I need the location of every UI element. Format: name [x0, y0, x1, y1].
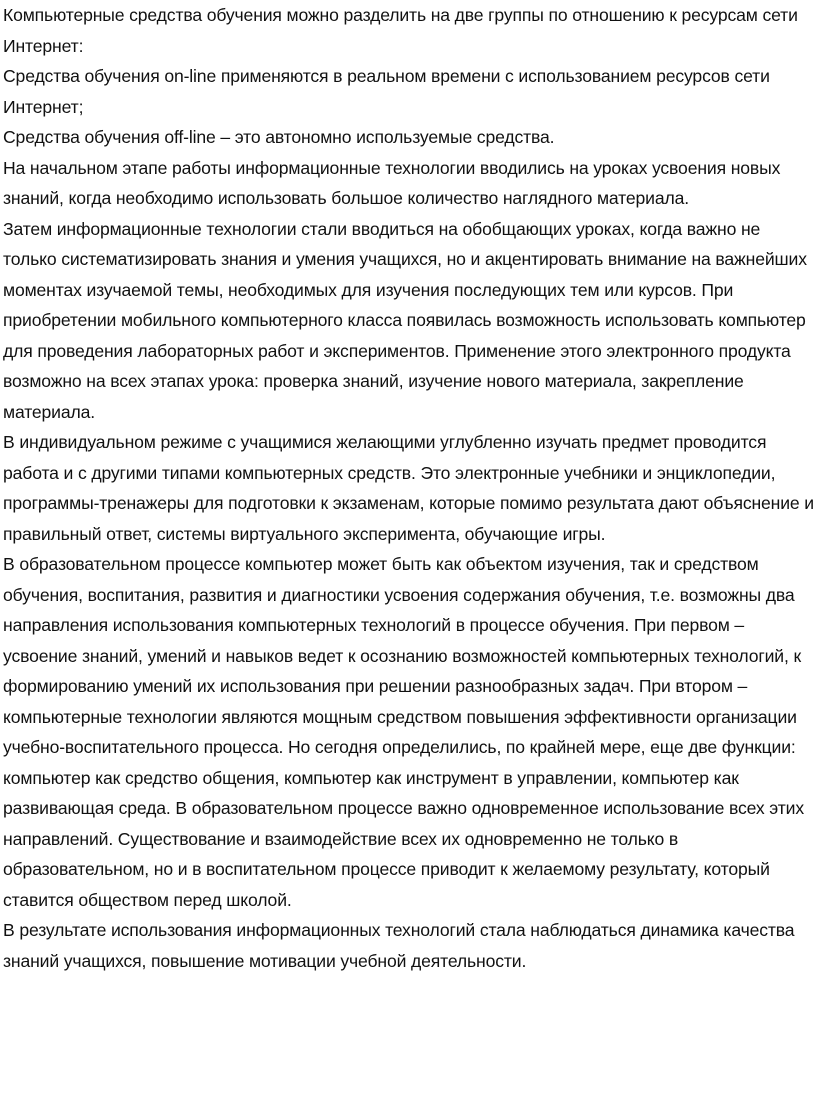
paragraph-8: В результате использования информационных технологий стала наблюдаться динамика качества знаний учащихся, повышение мотивации учебной деятельности.	[3, 920, 795, 971]
paragraph-5: Затем информационные технологии стали вводиться на обобщающих уроках, когда важно не только систематизировать знания и умения учащихся, но и акцентировать внимание на важнейших моментах изучаемой темы, необходимых для изучения последующих тем или курсов. При приобретении мобильного компьютерного класса появилась возможность использовать компьютер для проведения лабораторных работ и экспериментов. Применение этого электронного продукта возможно на всех этапах урока: проверка знаний, изучение нового материала, закрепление материала.	[3, 218, 807, 422]
document-body	[3, 0, 816, 976]
paragraph-2: Средства обучения on-line применяются в реальном времени с использованием ресурсов сети Интернет;	[3, 66, 770, 117]
paragraph-3: Средства обучения off-line – это автономно используемые средства.	[3, 127, 555, 147]
paragraph-4: На начальном этапе работы информационные технологии вводились на уроках усвоения новых знаний, когда необходимо использовать большое количество наглядного материала.	[3, 157, 781, 208]
paragraph-6: В индивидуальном режиме с учащимися желающими углубленно изучать предмет проводится работа и с другими типами компьютерных средств. Это электронные учебники и энциклопедии, программы-тренажеры для подготовки к экзаменам, которые помимо результата дают объяснение и правильный ответ, системы виртуального эксперимента, обучающие игры.	[3, 432, 814, 544]
paragraph-7: В образовательном процессе компьютер может быть как объектом изучения, так и средством обучения, воспитания, развития и диагностики усвоения содержания обучения, т.е. возможны два направления использования компьютерных технологий в процессе обучения. При первом – усвоение знаний, умений и навыков ведет к осознанию возможностей компьютерных технологий, к формированию умений их использования при решении разнообразных задач. При втором – компьютерные технологии являются мощным средством повышения эффективности организации учебно-воспитательного процесса. Но сегодня определились, по крайней мере, еще две функции: компьютер как средство общения, компьютер как инструмент в управлении, компьютер как развивающая среда. В образовательном процессе важно одновременное использование всех этих направлений. Существование и взаимодействие всех их одновременно не только в образовательном, но и в воспитательном процессе приводит к желаемому результату, который ставится обществом перед школой.	[3, 554, 804, 910]
paragraph-1: Компьютерные средства обучения можно разделить на две группы по отношению к ресурсам сети Интернет:	[3, 5, 798, 56]
